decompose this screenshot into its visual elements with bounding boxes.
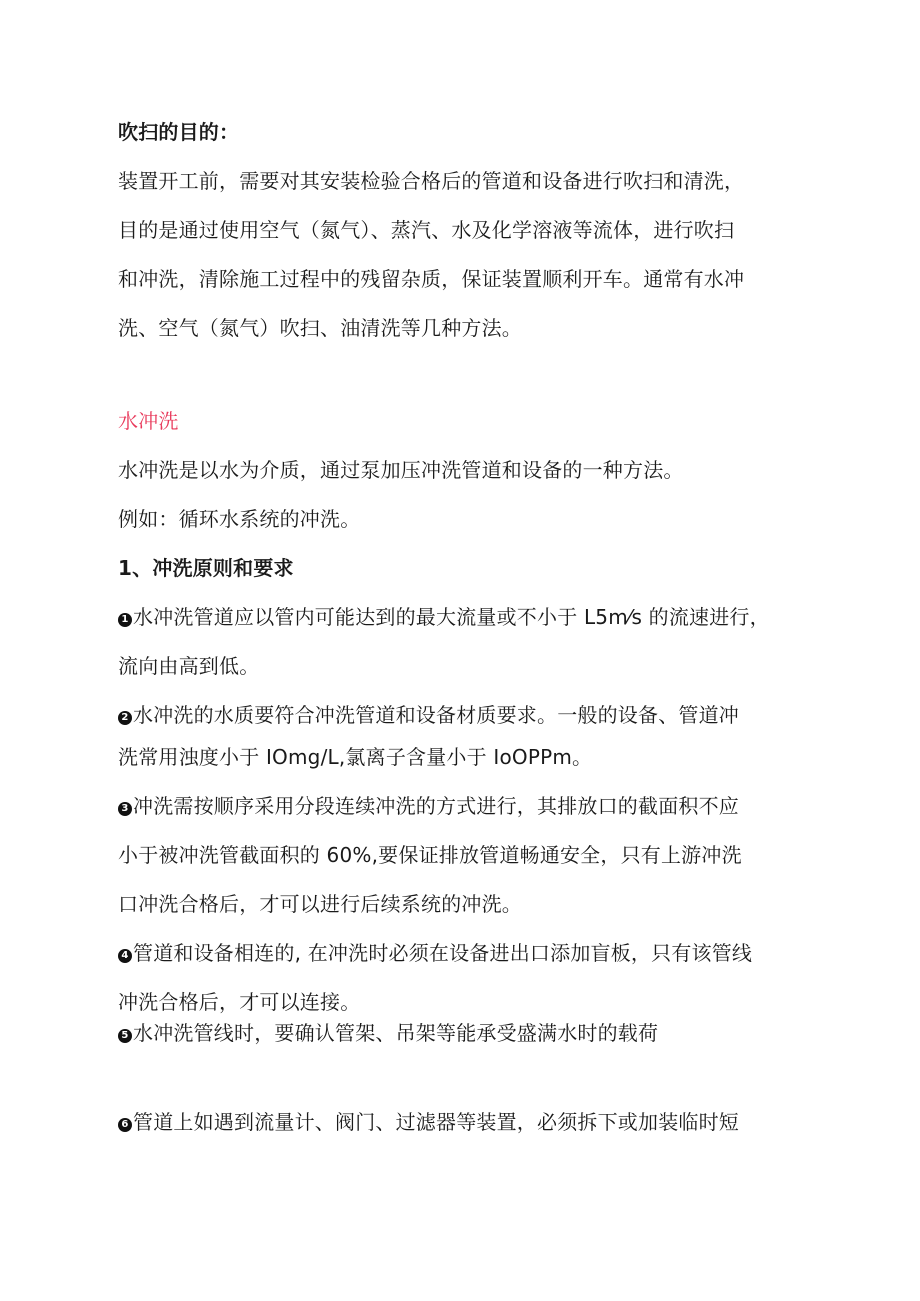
list-item [118,1108,739,1136]
list-item [118,939,752,967]
list-item-text: 水冲洗的水质要符合冲洗管道和设备材质要求。一般的设备、管道冲 [133,703,739,727]
list-item-continuation: 洗常用浊度小于 IOmg/L,氯离子含量小于 IoOPPm。 [118,745,593,769]
list-item-text: 冲洗需按顺序采用分段连续冲洗的方式进行，其排放口的截面积不应 [133,794,739,818]
list-item [118,792,739,820]
number-2-icon: 2 [118,711,132,725]
list-item-text: 管道上如遇到流量计、阀门、过滤器等装置，必须拆下或加装临时短 [133,1110,739,1134]
number-6-icon: 6 [118,1118,132,1132]
purpose-line-3: 和冲洗，清除施工过程中的残留杂质，保证装置顺利开车。通常有水冲 [118,267,745,291]
purpose-line-2: 目的是通过使用空气（氮气）、蒸汽、水及化学溶液等流体，进行吹扫 [118,218,735,242]
purpose-line-4: 洗、空气（氮气）吹扫、油清洗等几种方法。 [118,316,522,340]
number-5-icon: 5 [118,1029,132,1043]
list-item [118,603,770,631]
number-1-icon: 1 [118,613,132,627]
water-flush-heading: 水冲洗 [118,409,179,433]
section-title: 1、冲洗原则和要求 [118,556,294,580]
number-3-icon: 3 [118,802,132,816]
purpose-line-1: 装置开工前，需要对其安装检验合格后的管道和设备进行吹扫和清洗， [118,169,745,193]
purpose-heading: 吹扫的目的： [118,120,240,144]
list-item-continuation: 流向由高到低。 [118,654,260,678]
list-item [118,1019,658,1047]
list-item [118,701,739,729]
list-item-text: 管道和设备相连的, 在冲洗时必须在设备进出口添加盲板，只有该管线 [133,941,753,965]
water-flush-example: 例如：循环水系统的冲洗。 [118,507,361,531]
water-flush-intro: 水冲洗是以水为介质，通过泵加压冲洗管道和设备的一种方法。 [118,458,684,482]
list-item-continuation: 小于被冲洗管截面积的 60%,要保证排放管道畅通安全，只有上游冲洗 [118,843,742,867]
number-4-icon: 4 [118,949,132,963]
list-item-continuation: 口冲洗合格后，才可以进行后续系统的冲洗。 [118,892,522,916]
list-item-text: 水冲洗管道应以管内可能达到的最大流量或不小于 L5m⁄s 的流速进行， [133,605,770,629]
list-item-continuation: 冲洗合格后，才可以连接。 [118,990,361,1014]
list-item-text: 水冲洗管线时，要确认管架、吊架等能承受盛满水时的载荷 [133,1021,659,1045]
